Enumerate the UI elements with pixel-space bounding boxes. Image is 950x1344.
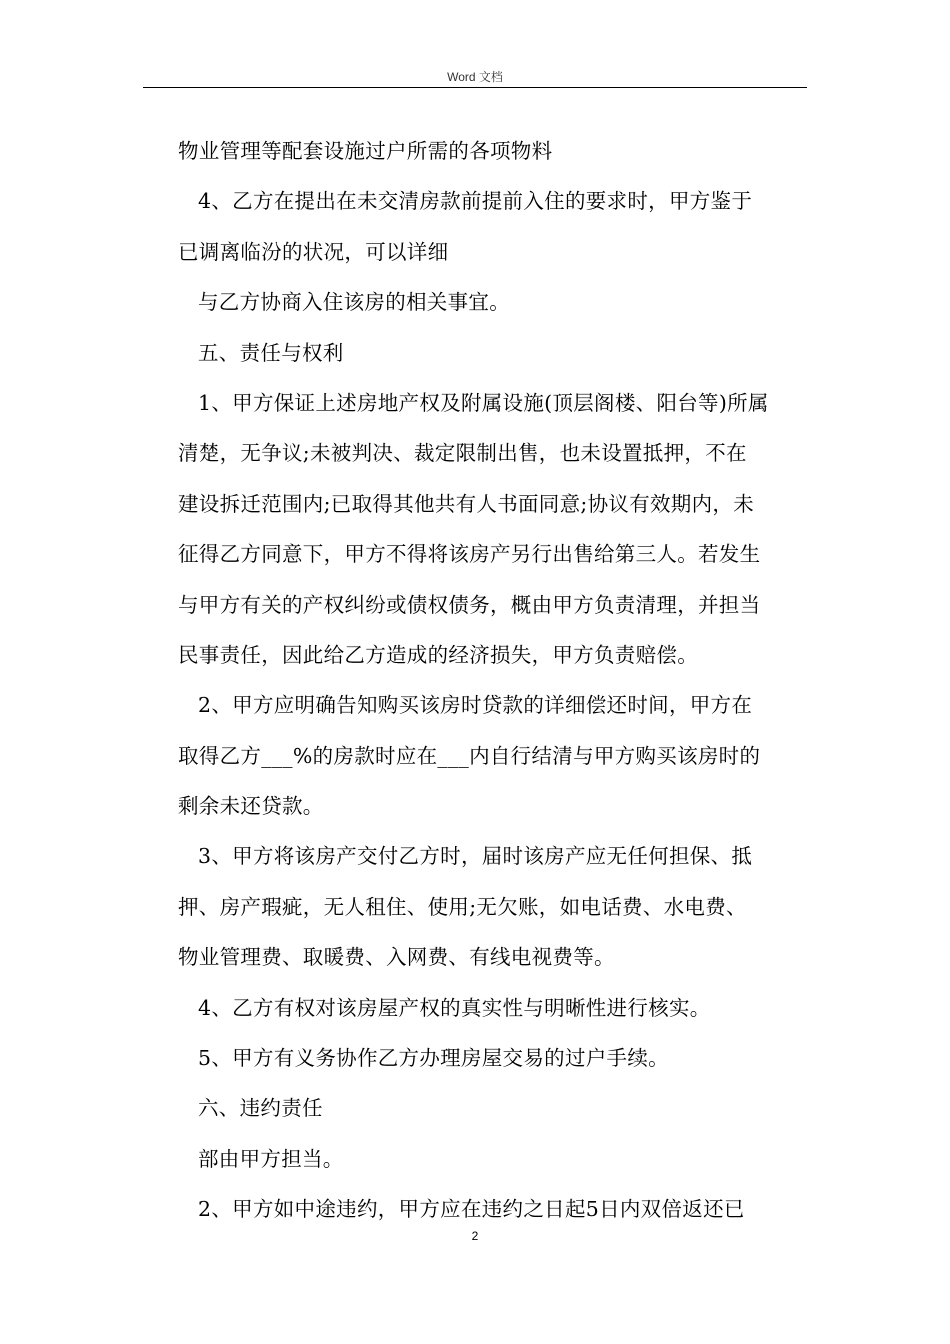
paragraph-line: 与乙方协商入住该房的相关事宜。 bbox=[198, 290, 510, 315]
paragraph-line: 剩余未还贷款。 bbox=[178, 794, 324, 819]
paragraph-line: 建设拆迁范围内;已取得其他共有人书面同意;协议有效期内，未 bbox=[178, 491, 755, 516]
paragraph-line: 清楚，无争议;未被判决、裁定限制出售，也未设置抵押，不在 bbox=[178, 441, 747, 466]
paragraph-line: 取得乙方___%的房款时应在___内自行结清与甲方购买该房时的 bbox=[178, 743, 761, 768]
paragraph-line: 物业管理费、取暖费、入网费、有线电视费等。 bbox=[178, 945, 615, 970]
paragraph-line: 与甲方有关的产权纠纷或债权债务，概由甲方负责清理，并担当 bbox=[178, 592, 761, 617]
paragraph-line: 物业管理等配套设施过户所需的各项物料 bbox=[178, 139, 553, 163]
page-number: 2 bbox=[471, 1229, 479, 1243]
paragraph-line: 征得乙方同意下，甲方不得将该房产另行出售给第三人。若发生 bbox=[178, 542, 761, 567]
paragraph-line: 4、乙方有权对该房屋产权的真实性与明晰性进行核实。 bbox=[198, 995, 711, 1020]
paragraph-line: 民事责任，因此给乙方造成的经济损失，甲方负责赔偿。 bbox=[178, 642, 698, 667]
paragraph-line: 2、甲方如中途违约，甲方应在违约之日起5日内双倍返还已 bbox=[198, 1197, 745, 1222]
paragraph-line: 已调离临汾的状况，可以详细 bbox=[178, 239, 449, 264]
header-divider bbox=[143, 87, 807, 88]
section-heading: 五、责任与权利 bbox=[198, 340, 344, 365]
paragraph-line: 4、乙方在提出在未交清房款前提前入住的要求时，甲方鉴于 bbox=[198, 189, 753, 214]
paragraph-line: 1、甲方保证上述房地产权及附属设施(顶层阁楼、阳台等)所属 bbox=[198, 390, 769, 415]
section-heading: 六、违约责任 bbox=[198, 1096, 323, 1121]
paragraph-line: 3、甲方将该房产交付乙方时，届时该房产应无任何担保、抵 bbox=[198, 844, 753, 869]
paragraph-line: 2、甲方应明确告知购买该房时贷款的详细偿还时间，甲方在 bbox=[198, 693, 753, 718]
document-body bbox=[178, 126, 808, 1235]
page-header: Word 文档 bbox=[447, 70, 503, 84]
paragraph-line: 部由甲方担当。 bbox=[198, 1146, 344, 1171]
paragraph-line: 押、房产瑕疵，无人租住、使用;无欠账，如电话费、水电费、 bbox=[178, 894, 747, 919]
paragraph-line: 5、甲方有义务协作乙方办理房屋交易的过户手续。 bbox=[198, 1046, 669, 1071]
